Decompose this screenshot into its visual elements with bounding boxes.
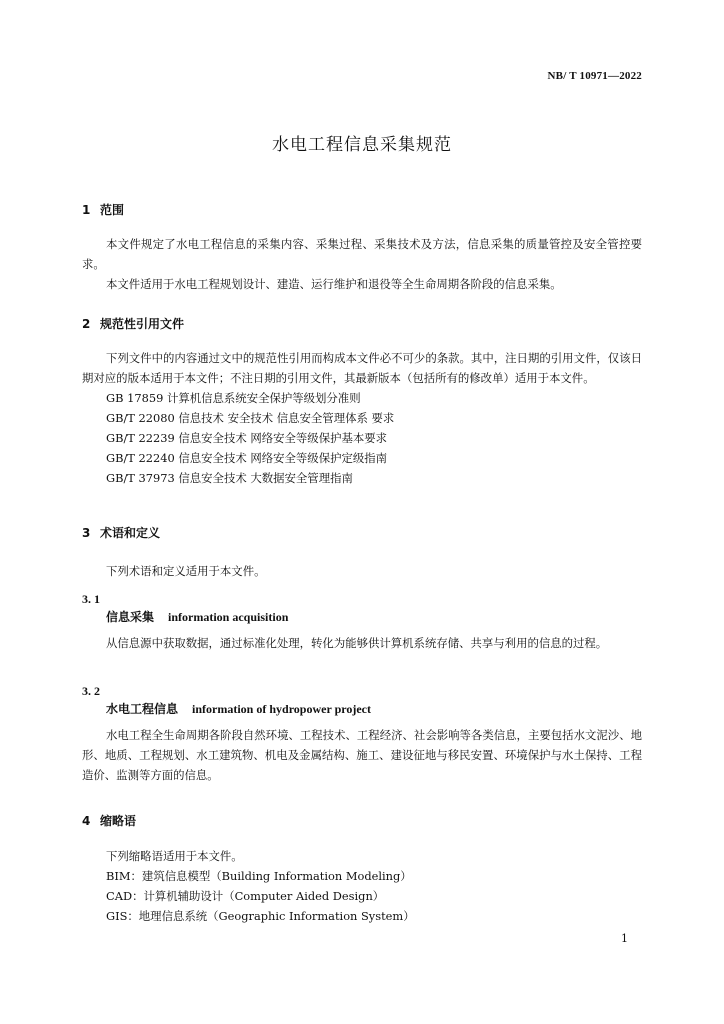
paragraph: 本文件适用于水电工程规划设计、建造、运行维护和退役等全生命周期各阶段的信息采集。 — [106, 277, 562, 291]
reference-item: GB/T 22240 信息安全技术 网络安全等级保护定级指南 — [106, 451, 388, 465]
term-definition: 水电工程全生命周期各阶段自然环境、工程技术、工程经济、社会影响等各类信息，主要包括水文泥沙、地形、地质、工程规划、水工建筑物、机电及金属结构、施工、建设征地与移民安置、环境保护与水土保持、工程造价、监测等方面的信息。 — [82, 728, 642, 782]
section-1-heading — [82, 201, 642, 218]
reference-item: GB/T 22239 信息安全技术 网络安全等级保护基本要求 — [106, 431, 388, 445]
section-2-body — [82, 348, 642, 488]
paragraph: 下列文件中的内容通过文中的规范性引用而构成本文件必不可少的条款。其中，注日期的引用文件，仅该日期对应的版本适用于本文件；不注日期的引用文件，其最新版本（包括所有的修改单）适用于本文件。 — [82, 351, 642, 385]
term-number: 3. 2 — [82, 684, 100, 698]
term-zh: 信息采集 — [106, 610, 155, 624]
section-3-intro — [82, 561, 642, 581]
reference-item: GB 17859 计算机信息系统安全保护等级划分准则 — [106, 391, 361, 405]
section-title: 规范性引用文件 — [100, 317, 185, 331]
term-3-1 — [82, 592, 642, 653]
section-4-heading — [82, 812, 642, 829]
page-number: 1 — [621, 932, 628, 945]
section-title: 范围 — [100, 203, 125, 217]
section-number: 2 — [82, 317, 91, 331]
abbreviation-item: BIM：建筑信息模型（Building Information Modeling） — [106, 869, 412, 883]
term-3-2 — [82, 684, 642, 785]
section-4-body — [82, 846, 642, 926]
reference-item: GB/T 22080 信息技术 安全技术 信息安全管理体系 要求 — [106, 411, 395, 425]
section-title: 术语和定义 — [100, 526, 161, 540]
term-definition: 从信息源中获取数据，通过标准化处理，转化为能够供计算机系统存储、共享与利用的信息的过程。 — [106, 636, 608, 650]
section-3-heading — [82, 524, 642, 541]
paragraph: 本文件规定了水电工程信息的采集内容、采集过程、采集技术及方法，信息采集的质量管控及安全管控要求。 — [82, 237, 642, 271]
term-en: information acquisition — [168, 610, 289, 624]
section-2-heading — [82, 315, 642, 332]
term-number: 3. 1 — [82, 592, 100, 606]
paragraph: 下列术语和定义适用于本文件。 — [106, 564, 266, 578]
document-title: 水电工程信息采集规范 — [272, 135, 452, 155]
paragraph: 下列缩略语适用于本文件。 — [106, 849, 243, 863]
abbreviation-item: GIS：地理信息系统（Geographic Information System） — [106, 909, 415, 923]
standard-code: NB/ T 10971—2022 — [547, 70, 642, 82]
section-number: 3 — [82, 526, 91, 540]
section-number: 4 — [82, 814, 91, 828]
section-number: 1 — [82, 203, 91, 217]
reference-item: GB/T 37973 信息安全技术 大数据安全管理指南 — [106, 471, 353, 485]
term-zh: 水电工程信息 — [106, 702, 179, 716]
term-en: information of hydropower project — [192, 702, 372, 716]
section-1-body — [82, 234, 642, 294]
section-title: 缩略语 — [100, 814, 137, 828]
abbreviation-item: CAD：计算机辅助设计（Computer Aided Design） — [106, 889, 385, 903]
